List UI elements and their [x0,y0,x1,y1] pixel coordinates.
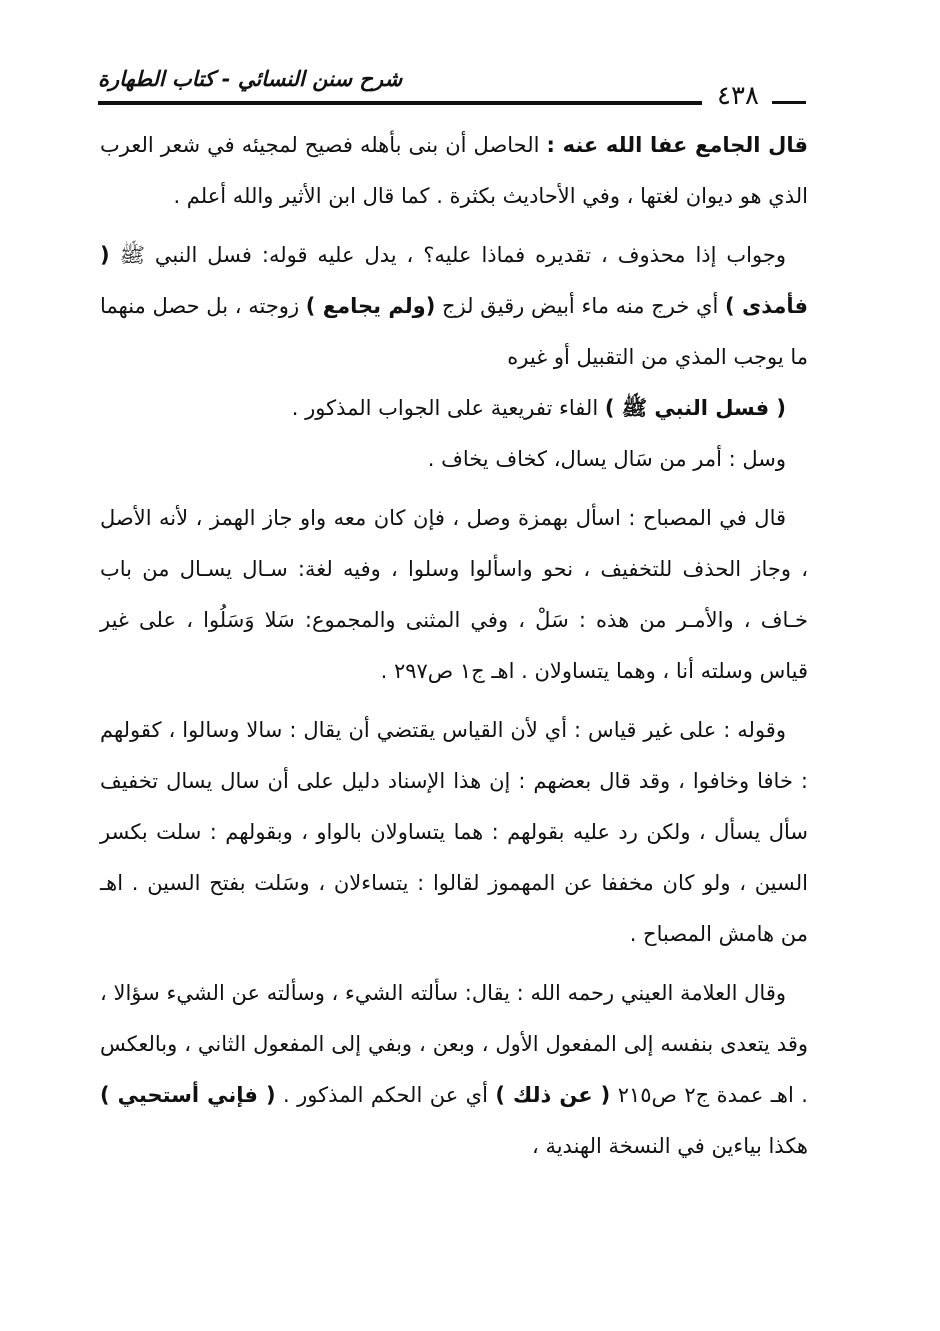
paragraph-2 [100,230,808,383]
page-number: ٤٣٨ [717,81,759,111]
paragraph-7-quote-a: ( عن ذلك ) [495,1083,611,1107]
paragraph-7-text-a: وقال العلامة العيني رحمه الله : يقال: سألته الشيء ، وسألته عن الشيء سؤالا ، وقد يتعدى بنفسه إلى المفعول الأول ، وبعن ، وبفي إلى المفعول الثاني ، وبالعكس . اهـ عمدة ج٢ ص٢١٥ [100,981,808,1107]
paragraph-5-text: قال في المصباح : اسأل بهمزة وصل ، فإن كان معه واو جاز الهمز ، لأنه الأصل ، وجاز الحذف للتخفيف ، نحو واسألوا وسلوا ، وفيه لغة: سـال يسـال من باب خـاف ، والأمـر من هذه : سَلْ ، وفي المثنى والمجموع: سَلا وَسَلُوا ، على غير قياس وسلته أنا ، وهما يتساولان . اهـ ج١ ص٢٩٧ . [100,506,808,683]
paragraph-1-text: الحاصل أن بنى بأهله فصيح لمجيئه في شعر العرب الذي هو ديوان لغتها ، وفي الأحاديث بكثرة . كما قال ابن الأثير والله أعلم . [100,133,808,208]
paragraph-4-text: وسل : أمر من سَال يسال، كخاف يخاف . [427,447,786,471]
paragraph-2-text-b: أي خرج منه ماء أبيض رقيق لزج [442,294,719,318]
paragraph-5 [100,493,808,697]
paragraph-4 [100,434,808,485]
paragraph-3 [100,383,808,434]
paragraph-2-text-c: زوجته ، بل حصل منهما ما يوجب المذي من التقبيل أو غيره [100,294,808,369]
paragraph-3-text: الفاء تفريعية على الجواب المذكور . [291,396,599,420]
paragraph-1 [100,120,808,222]
paragraph-1-lead: قال الجامع عفا الله عنه : [546,133,808,157]
body-text [100,120,808,1172]
paragraph-7-text-b: أي عن الحكم المذكور . [283,1083,488,1107]
paragraph-7 [100,968,808,1172]
paragraph-6 [100,705,808,960]
paragraph-6-text: وقوله : على غير قياس : أي لأن القياس يقتضي أن يقال : سالا وسالوا ، كقولهم : خافا وخافوا ، وقد قال بعضهم : إن هذا الإسناد دليل على أن سال يسال تخفيف سأل يسأل ، ولكن رد عليه بقولهم : هما يتساولان بالواو ، وبقولهم : سلت بكسر السين ، ولو كان مخففا عن المهموز لقالوا : يتساءلان ، وسَلت بفتح السين . اهـ من هامش المصباح . [100,718,808,946]
paragraph-2-quote-a: ( فأمذى ) [100,243,808,318]
paragraph-7-text-c: هكذا بياءين في النسخة الهندية ، [531,1134,808,1158]
paragraph-3-quote: ( فسل النبي ﷺ ) [604,396,786,420]
header-rule [98,101,702,105]
page-number-dash [772,101,806,104]
running-header-title: شرح سنن النسائي - كتاب الطهارة [98,67,403,91]
paragraph-2-quote-b: (ولم يجامع ) [305,294,436,318]
paragraph-2-text-a: وجواب إذا محذوف ، تقديره فماذا عليه؟ ، يدل عليه قوله: فسل النبي ﷺ [119,243,786,267]
paragraph-7-quote-b: ( فإني أستحيي ) [100,1083,276,1107]
